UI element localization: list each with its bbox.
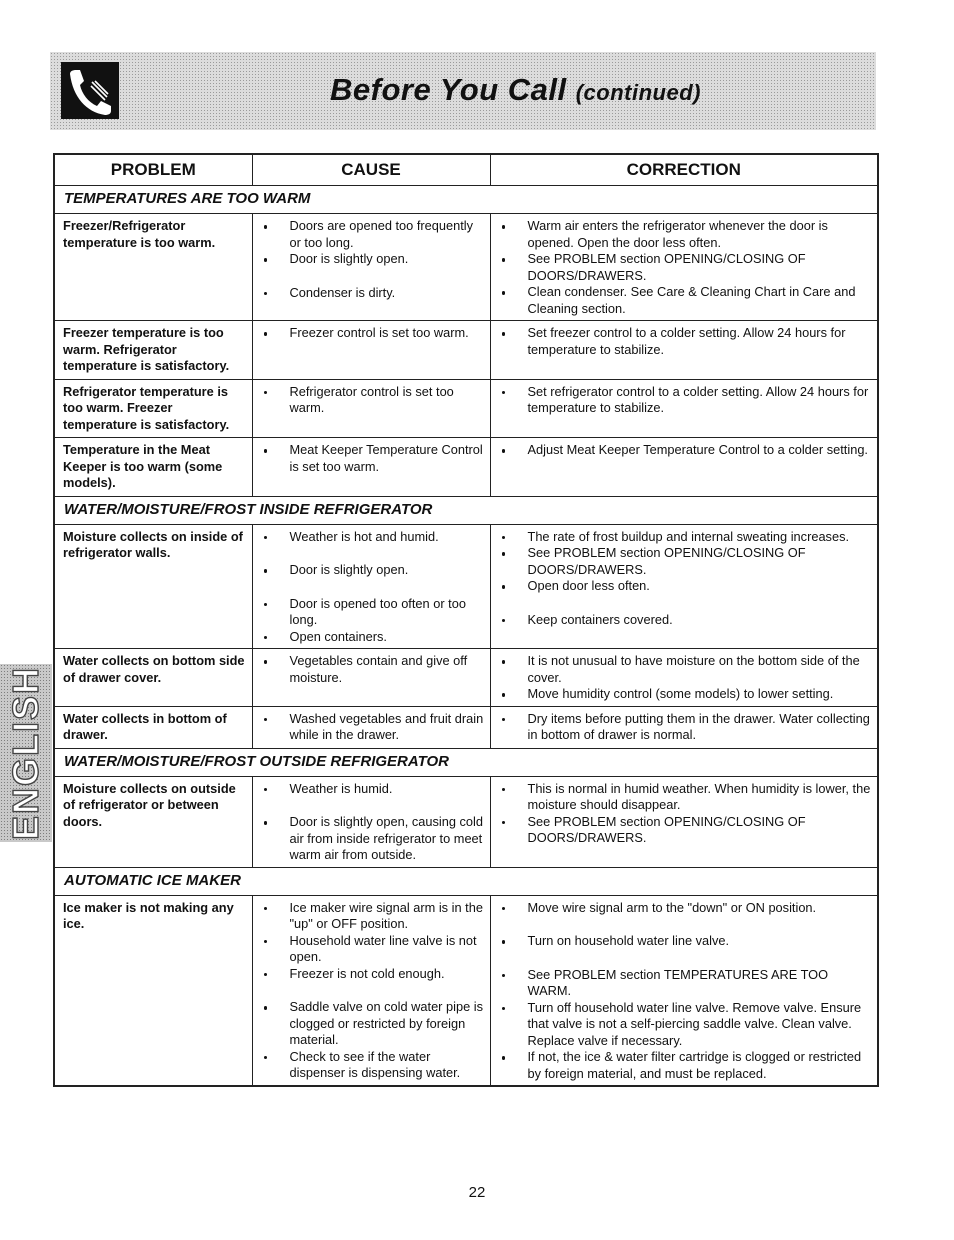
correction-item: This is normal in humid weather. When humidity is lower, the moisture should disappear. — [491, 781, 874, 814]
cause-cell — [252, 895, 490, 1086]
correction-cell — [490, 706, 878, 748]
correction-item: Turn on household water line valve. — [491, 933, 874, 950]
correction-item: See PROBLEM section OPENING/CLOSING OF DOORS/DRAWERS. — [491, 814, 874, 847]
correction-item: Move humidity control (some models) to lower setting. — [491, 686, 874, 703]
table-row — [54, 379, 878, 438]
correction-item: Keep containers covered. — [491, 612, 874, 629]
problem-cell: Water collects on bottom side of drawer cover. — [54, 649, 252, 707]
cause-item: Saddle valve on cold water pipe is clogged or restricted by foreign material. — [253, 999, 486, 1049]
cause-cell — [252, 379, 490, 438]
cause-item: Open containers. — [253, 629, 486, 646]
cause-cell — [252, 649, 490, 707]
header-problem: PROBLEM — [54, 154, 252, 186]
problem-cell: Refrigerator temperature is too warm. Freezer temperature is satisfactory. — [54, 379, 252, 438]
cause-item: Washed vegetables and fruit drain while in the drawer. — [253, 711, 486, 744]
page-number: 22 — [468, 1184, 486, 1201]
correction-cell — [490, 379, 878, 438]
cause-item: Doors are opened too frequently or too long. — [253, 218, 486, 251]
correction-cell — [490, 214, 878, 321]
cause-cell — [252, 438, 490, 497]
cause-cell — [252, 214, 490, 321]
problem-cell: Moisture collects on outside of refrigerator or between doors. — [54, 776, 252, 867]
correction-item: See PROBLEM section TEMPERATURES ARE TOO WARM. — [491, 967, 874, 1000]
troubleshooting-table — [53, 153, 879, 1087]
cause-item: Freezer control is set too warm. — [253, 325, 486, 342]
problem-cell: Water collects in bottom of drawer. — [54, 706, 252, 748]
cause-item: Door is slightly open. — [253, 562, 486, 579]
correction-item: See PROBLEM section OPENING/CLOSING OF DOORS/DRAWERS. — [491, 545, 874, 578]
correction-cell — [490, 776, 878, 867]
header-cause: CAUSE — [252, 154, 490, 186]
cause-cell — [252, 321, 490, 380]
problem-cell: Freezer temperature is too warm. Refrigerator temperature is satisfactory. — [54, 321, 252, 380]
correction-item: Open door less often. — [491, 578, 874, 595]
cause-item: Weather is hot and humid. — [253, 529, 486, 546]
correction-item: See PROBLEM section OPENING/CLOSING OF DOORS/DRAWERS. — [491, 251, 874, 284]
cause-item: Refrigerator control is set too warm. — [253, 384, 486, 417]
correction-item: It is not unusual to have moisture on the bottom side of the cover. — [491, 653, 874, 686]
cause-item: Door is opened too often or too long. — [253, 596, 486, 629]
correction-item: Warm air enters the refrigerator whenever the door is opened. Open the door less often. — [491, 218, 874, 251]
cause-cell — [252, 524, 490, 649]
table-row — [54, 649, 878, 707]
page-title: Before You Call (continued) — [330, 72, 701, 107]
cause-item: Condenser is dirty. — [253, 285, 486, 302]
cause-item: Door is slightly open. — [253, 251, 486, 268]
problem-cell: Temperature in the Meat Keeper is too warm (some models). — [54, 438, 252, 497]
correction-cell — [490, 649, 878, 707]
correction-cell — [490, 895, 878, 1086]
cause-item: Check to see if the water dispenser is dispensing water. — [253, 1049, 486, 1082]
correction-item: Set freezer control to a colder setting. Allow 24 hours for temperature to stabilize. — [491, 325, 874, 358]
header-correction: CORRECTION — [490, 154, 878, 186]
correction-item: If not, the ice & water filter cartridge is clogged or restricted by foreign material, and must be replaced. — [491, 1049, 874, 1082]
correction-item: Move wire signal arm to the "down" or ON position. — [491, 900, 874, 917]
cause-item: Meat Keeper Temperature Control is set too warm. — [253, 442, 486, 475]
table-row — [54, 321, 878, 380]
correction-item: Adjust Meat Keeper Temperature Control to a colder setting. — [491, 442, 874, 459]
correction-cell — [490, 438, 878, 497]
table-row — [54, 895, 878, 1086]
correction-item: Turn off household water line valve. Remove valve. Ensure that valve is not a self-piercing saddle valve. Clean valve. Replace valve if necessary. — [491, 1000, 874, 1050]
section-heading: TEMPERATURES ARE TOO WARM — [54, 186, 878, 214]
correction-cell — [490, 524, 878, 649]
correction-cell — [490, 321, 878, 380]
section-heading: AUTOMATIC ICE MAKER — [54, 867, 878, 895]
table-row — [54, 706, 878, 748]
problem-cell: Freezer/Refrigerator temperature is too warm. — [54, 214, 252, 321]
problem-cell: Moisture collects on inside of refrigerator walls. — [54, 524, 252, 649]
cause-item: Freezer is not cold enough. — [253, 966, 486, 983]
table-row — [54, 438, 878, 497]
telephone-handset-icon — [61, 62, 119, 119]
section-heading: WATER/MOISTURE/FROST INSIDE REFRIGERATOR — [54, 496, 878, 524]
cause-cell — [252, 776, 490, 867]
correction-item: Clean condenser. See Care & Cleaning Chart in Care and Cleaning section. — [491, 284, 874, 317]
problem-cell: Ice maker is not making any ice. — [54, 895, 252, 1086]
cause-item: Door is slightly open, causing cold air from inside refrigerator to meet warm air from outside. — [253, 814, 486, 864]
section-heading: WATER/MOISTURE/FROST OUTSIDE REFRIGERATOR — [54, 748, 878, 776]
cause-item: Vegetables contain and give off moisture. — [253, 653, 486, 686]
cause-cell — [252, 706, 490, 748]
table-row — [54, 776, 878, 867]
correction-item: Set refrigerator control to a colder setting. Allow 24 hours for temperature to stabilize. — [491, 384, 874, 417]
table-row — [54, 524, 878, 649]
correction-item: Dry items before putting them in the drawer. Water collecting in bottom of drawer is normal. — [491, 711, 874, 744]
cause-item: Ice maker wire signal arm is in the "up" or OFF position. — [253, 900, 486, 933]
table-row — [54, 214, 878, 321]
cause-item: Household water line valve is not open. — [253, 933, 486, 966]
cause-item: Weather is humid. — [253, 781, 486, 798]
correction-item: The rate of frost buildup and internal sweating increases. — [491, 529, 874, 546]
language-tab: ENGLISH — [0, 664, 52, 842]
